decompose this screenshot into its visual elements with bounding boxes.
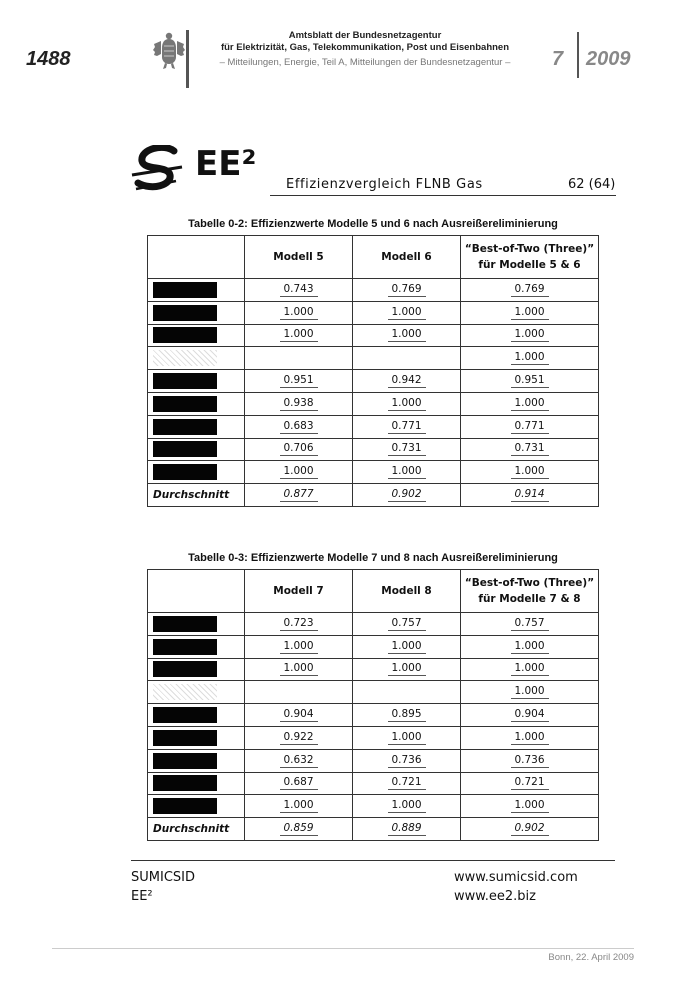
efficiency-value: 0.736 <box>388 754 426 768</box>
footer-rule <box>131 860 615 861</box>
efficiency-value: 0.951 <box>280 374 318 388</box>
value-cell <box>353 681 461 704</box>
redaction-block <box>153 396 217 412</box>
header-model-8: Modell 8 <box>353 570 461 613</box>
value-cell <box>461 613 599 636</box>
redaction-block <box>153 707 217 723</box>
efficiency-value: 1.000 <box>511 328 549 342</box>
redaction-block <box>153 661 217 677</box>
redacted-cell <box>148 704 245 727</box>
table-row <box>148 681 599 704</box>
header-best-of <box>461 570 599 613</box>
link-sumicsid: www.sumicsid.com <box>454 870 578 885</box>
average-value: 0.902 <box>511 822 549 836</box>
redacted-cell <box>148 726 245 749</box>
efficiency-value: 1.000 <box>280 799 318 813</box>
efficiency-value: 0.757 <box>388 617 426 631</box>
value-cell <box>353 635 461 658</box>
gazette-subtitle: für Elektrizität, Gas, Telekommunikation, Post und Eisenbahnen <box>220 42 510 53</box>
header-best-of-line2: für Modelle 7 & 8 <box>478 593 581 605</box>
efficiency-value: 0.687 <box>280 776 318 790</box>
efficiency-value: 0.904 <box>280 708 318 722</box>
redacted-cell <box>148 392 245 415</box>
redaction-block <box>153 775 217 791</box>
value-cell <box>461 392 599 415</box>
redacted-cell <box>148 279 245 302</box>
redaction-block <box>153 327 217 343</box>
table-row <box>148 772 599 795</box>
ee2-brand: EE² <box>195 144 257 184</box>
redacted-cell <box>148 324 245 347</box>
value-cell <box>245 301 353 324</box>
average-cell <box>245 818 353 841</box>
value-cell <box>245 772 353 795</box>
redaction-block <box>153 305 217 321</box>
value-cell <box>353 392 461 415</box>
efficiency-value: 1.000 <box>280 328 318 342</box>
table-row <box>148 635 599 658</box>
efficiency-value: 1.000 <box>388 328 426 342</box>
average-cell <box>245 484 353 507</box>
company-sumicsid: SUMICSID <box>131 870 195 885</box>
header-blank <box>148 570 245 613</box>
efficiency-value: 1.000 <box>511 640 549 654</box>
value-cell <box>353 772 461 795</box>
efficiency-value: 1.000 <box>511 465 549 479</box>
efficiency-table-models-7-8 <box>147 569 599 841</box>
issue-divider <box>577 32 579 78</box>
value-cell <box>245 635 353 658</box>
table1-caption: Tabelle 0-2: Effizienzwerte Modelle 5 und 6 nach Ausreißereliminierung <box>188 218 558 230</box>
efficiency-value: 1.000 <box>511 731 549 745</box>
redaction-block <box>153 684 217 700</box>
table-row <box>148 392 599 415</box>
efficiency-value: 0.904 <box>511 708 549 722</box>
efficiency-value: 1.000 <box>280 465 318 479</box>
value-cell <box>353 370 461 393</box>
efficiency-value: 0.632 <box>280 754 318 768</box>
header-divider <box>186 30 189 88</box>
document-subtitle: Effizienzvergleich FLNB Gas <box>286 177 483 192</box>
efficiency-value: 0.731 <box>511 442 549 456</box>
efficiency-value: 0.771 <box>511 420 549 434</box>
redacted-cell <box>148 301 245 324</box>
table-row <box>148 347 599 370</box>
table-row <box>148 279 599 302</box>
average-value: 0.889 <box>388 822 426 836</box>
value-cell <box>461 795 599 818</box>
table-row <box>148 658 599 681</box>
redaction-block <box>153 282 217 298</box>
redacted-cell <box>148 658 245 681</box>
issue-year: 2009 <box>586 48 631 70</box>
efficiency-value: 1.000 <box>511 685 549 699</box>
value-cell <box>245 438 353 461</box>
efficiency-value: 1.000 <box>388 640 426 654</box>
header-best-of-line1: “Best-of-Two (Three)” <box>464 243 595 255</box>
header-model-5: Modell 5 <box>245 236 353 279</box>
header-best-of-line2: für Modelle 5 & 6 <box>478 259 581 271</box>
gazette-title: Amtsblatt der Bundesnetzagentur <box>288 30 442 41</box>
efficiency-table-models-5-6 <box>147 235 599 507</box>
value-cell <box>353 347 461 370</box>
efficiency-value: 0.743 <box>280 283 318 297</box>
efficiency-value: 0.938 <box>280 397 318 411</box>
value-cell <box>245 279 353 302</box>
value-cell <box>353 658 461 681</box>
value-cell <box>353 324 461 347</box>
link-ee2: www.ee2.biz <box>454 889 536 904</box>
average-cell <box>461 818 599 841</box>
redacted-cell <box>148 461 245 484</box>
value-cell <box>461 704 599 727</box>
redacted-cell <box>148 749 245 772</box>
efficiency-value: 1.000 <box>388 306 426 320</box>
efficiency-value: 1.000 <box>280 306 318 320</box>
redaction-block <box>153 350 217 366</box>
issue-number: 7 <box>552 48 564 70</box>
value-cell <box>353 749 461 772</box>
redaction-block <box>153 464 217 480</box>
company-ee2: EE² <box>131 889 153 904</box>
value-cell <box>461 635 599 658</box>
table-row <box>148 438 599 461</box>
value-cell <box>353 415 461 438</box>
value-cell <box>353 279 461 302</box>
header-model-6: Modell 6 <box>353 236 461 279</box>
redacted-cell <box>148 613 245 636</box>
value-cell <box>353 301 461 324</box>
efficiency-value: 1.000 <box>388 731 426 745</box>
value-cell <box>245 392 353 415</box>
efficiency-value: 0.769 <box>511 283 549 297</box>
efficiency-value: 1.000 <box>511 662 549 676</box>
value-cell <box>245 415 353 438</box>
value-cell <box>461 324 599 347</box>
gazette-header <box>196 30 534 69</box>
header-model-7: Modell 7 <box>245 570 353 613</box>
efficiency-value: 0.771 <box>388 420 426 434</box>
redaction-block <box>153 373 217 389</box>
value-cell <box>245 658 353 681</box>
value-cell <box>353 726 461 749</box>
header-best-of <box>461 236 599 279</box>
table-row <box>148 704 599 727</box>
table2-body <box>148 613 599 818</box>
table-row <box>148 415 599 438</box>
value-cell <box>461 749 599 772</box>
table-row <box>148 613 599 636</box>
value-cell <box>245 749 353 772</box>
table1-body <box>148 279 599 484</box>
average-row <box>148 484 599 507</box>
efficiency-value: 0.683 <box>280 420 318 434</box>
redaction-block <box>153 639 217 655</box>
value-cell <box>353 461 461 484</box>
value-cell <box>245 347 353 370</box>
value-cell <box>245 324 353 347</box>
table-header-row <box>148 570 599 613</box>
table2-caption: Tabelle 0-3: Effizienzwerte Modelle 7 und 8 nach Ausreißereliminierung <box>188 552 558 564</box>
value-cell <box>245 613 353 636</box>
value-cell <box>353 704 461 727</box>
redacted-cell <box>148 370 245 393</box>
efficiency-value: 0.757 <box>511 617 549 631</box>
efficiency-value: 1.000 <box>511 397 549 411</box>
average-row <box>148 818 599 841</box>
efficiency-value: 0.922 <box>280 731 318 745</box>
redacted-cell <box>148 681 245 704</box>
gazette-section: – Mitteilungen, Energie, Teil A, Mitteilungen der Bundesnetzagentur – <box>219 57 511 68</box>
value-cell <box>245 370 353 393</box>
redacted-cell <box>148 415 245 438</box>
efficiency-value: 0.951 <box>511 374 549 388</box>
value-cell <box>461 438 599 461</box>
redaction-block <box>153 730 217 746</box>
efficiency-value: 0.721 <box>388 776 426 790</box>
average-cell <box>353 484 461 507</box>
table-row <box>148 749 599 772</box>
efficiency-value: 0.769 <box>388 283 426 297</box>
table-row <box>148 301 599 324</box>
redaction-block <box>153 798 217 814</box>
value-cell <box>461 301 599 324</box>
efficiency-value: 1.000 <box>511 799 549 813</box>
average-label: Durchschnitt <box>148 818 245 841</box>
efficiency-value: 1.000 <box>388 662 426 676</box>
efficiency-value: 0.895 <box>388 708 426 722</box>
average-cell <box>353 818 461 841</box>
ee2-logo-icon <box>130 145 186 195</box>
page-number: 1488 <box>26 48 71 70</box>
average-value: 0.859 <box>280 822 318 836</box>
value-cell <box>245 461 353 484</box>
value-cell <box>461 347 599 370</box>
redaction-block <box>153 753 217 769</box>
value-cell <box>245 726 353 749</box>
table-row <box>148 461 599 484</box>
value-cell <box>353 613 461 636</box>
page-footer-rule <box>52 948 634 949</box>
efficiency-value: 0.736 <box>511 754 549 768</box>
header-blank <box>148 236 245 279</box>
redacted-cell <box>148 795 245 818</box>
value-cell <box>461 726 599 749</box>
redacted-cell <box>148 635 245 658</box>
table-header-row <box>148 236 599 279</box>
table-row <box>148 324 599 347</box>
average-value: 0.914 <box>511 488 549 502</box>
redaction-block <box>153 616 217 632</box>
efficiency-value: 1.000 <box>511 306 549 320</box>
value-cell <box>461 370 599 393</box>
value-cell <box>461 772 599 795</box>
header-best-of-line1: “Best-of-Two (Three)” <box>464 577 595 589</box>
value-cell <box>353 438 461 461</box>
table-row <box>148 370 599 393</box>
value-cell <box>245 795 353 818</box>
efficiency-value: 1.000 <box>388 397 426 411</box>
header-rule <box>270 195 616 196</box>
average-cell <box>461 484 599 507</box>
federal-eagle-icon <box>152 30 186 70</box>
value-cell <box>461 279 599 302</box>
value-cell <box>461 415 599 438</box>
table-row <box>148 726 599 749</box>
efficiency-value: 1.000 <box>280 640 318 654</box>
average-value: 0.902 <box>388 488 426 502</box>
publication-date: Bonn, 22. April 2009 <box>548 952 634 963</box>
redacted-cell <box>148 438 245 461</box>
efficiency-value: 0.723 <box>280 617 318 631</box>
redaction-block <box>153 419 217 435</box>
value-cell <box>245 704 353 727</box>
redaction-block <box>153 441 217 457</box>
efficiency-value: 0.721 <box>511 776 549 790</box>
efficiency-value: 1.000 <box>388 799 426 813</box>
redacted-cell <box>148 772 245 795</box>
value-cell <box>461 658 599 681</box>
efficiency-value: 1.000 <box>388 465 426 479</box>
footer-company <box>131 868 195 906</box>
document-page-ref: 62 (64) <box>568 177 616 192</box>
average-value: 0.877 <box>280 488 318 502</box>
efficiency-value: 0.731 <box>388 442 426 456</box>
value-cell <box>353 795 461 818</box>
value-cell <box>461 681 599 704</box>
efficiency-value: 0.942 <box>388 374 426 388</box>
value-cell <box>461 461 599 484</box>
efficiency-value: 1.000 <box>280 662 318 676</box>
efficiency-value: 1.000 <box>511 351 549 365</box>
table-row <box>148 795 599 818</box>
average-label: Durchschnitt <box>148 484 245 507</box>
efficiency-value: 0.706 <box>280 442 318 456</box>
footer-links <box>454 868 578 906</box>
value-cell <box>245 681 353 704</box>
redacted-cell <box>148 347 245 370</box>
